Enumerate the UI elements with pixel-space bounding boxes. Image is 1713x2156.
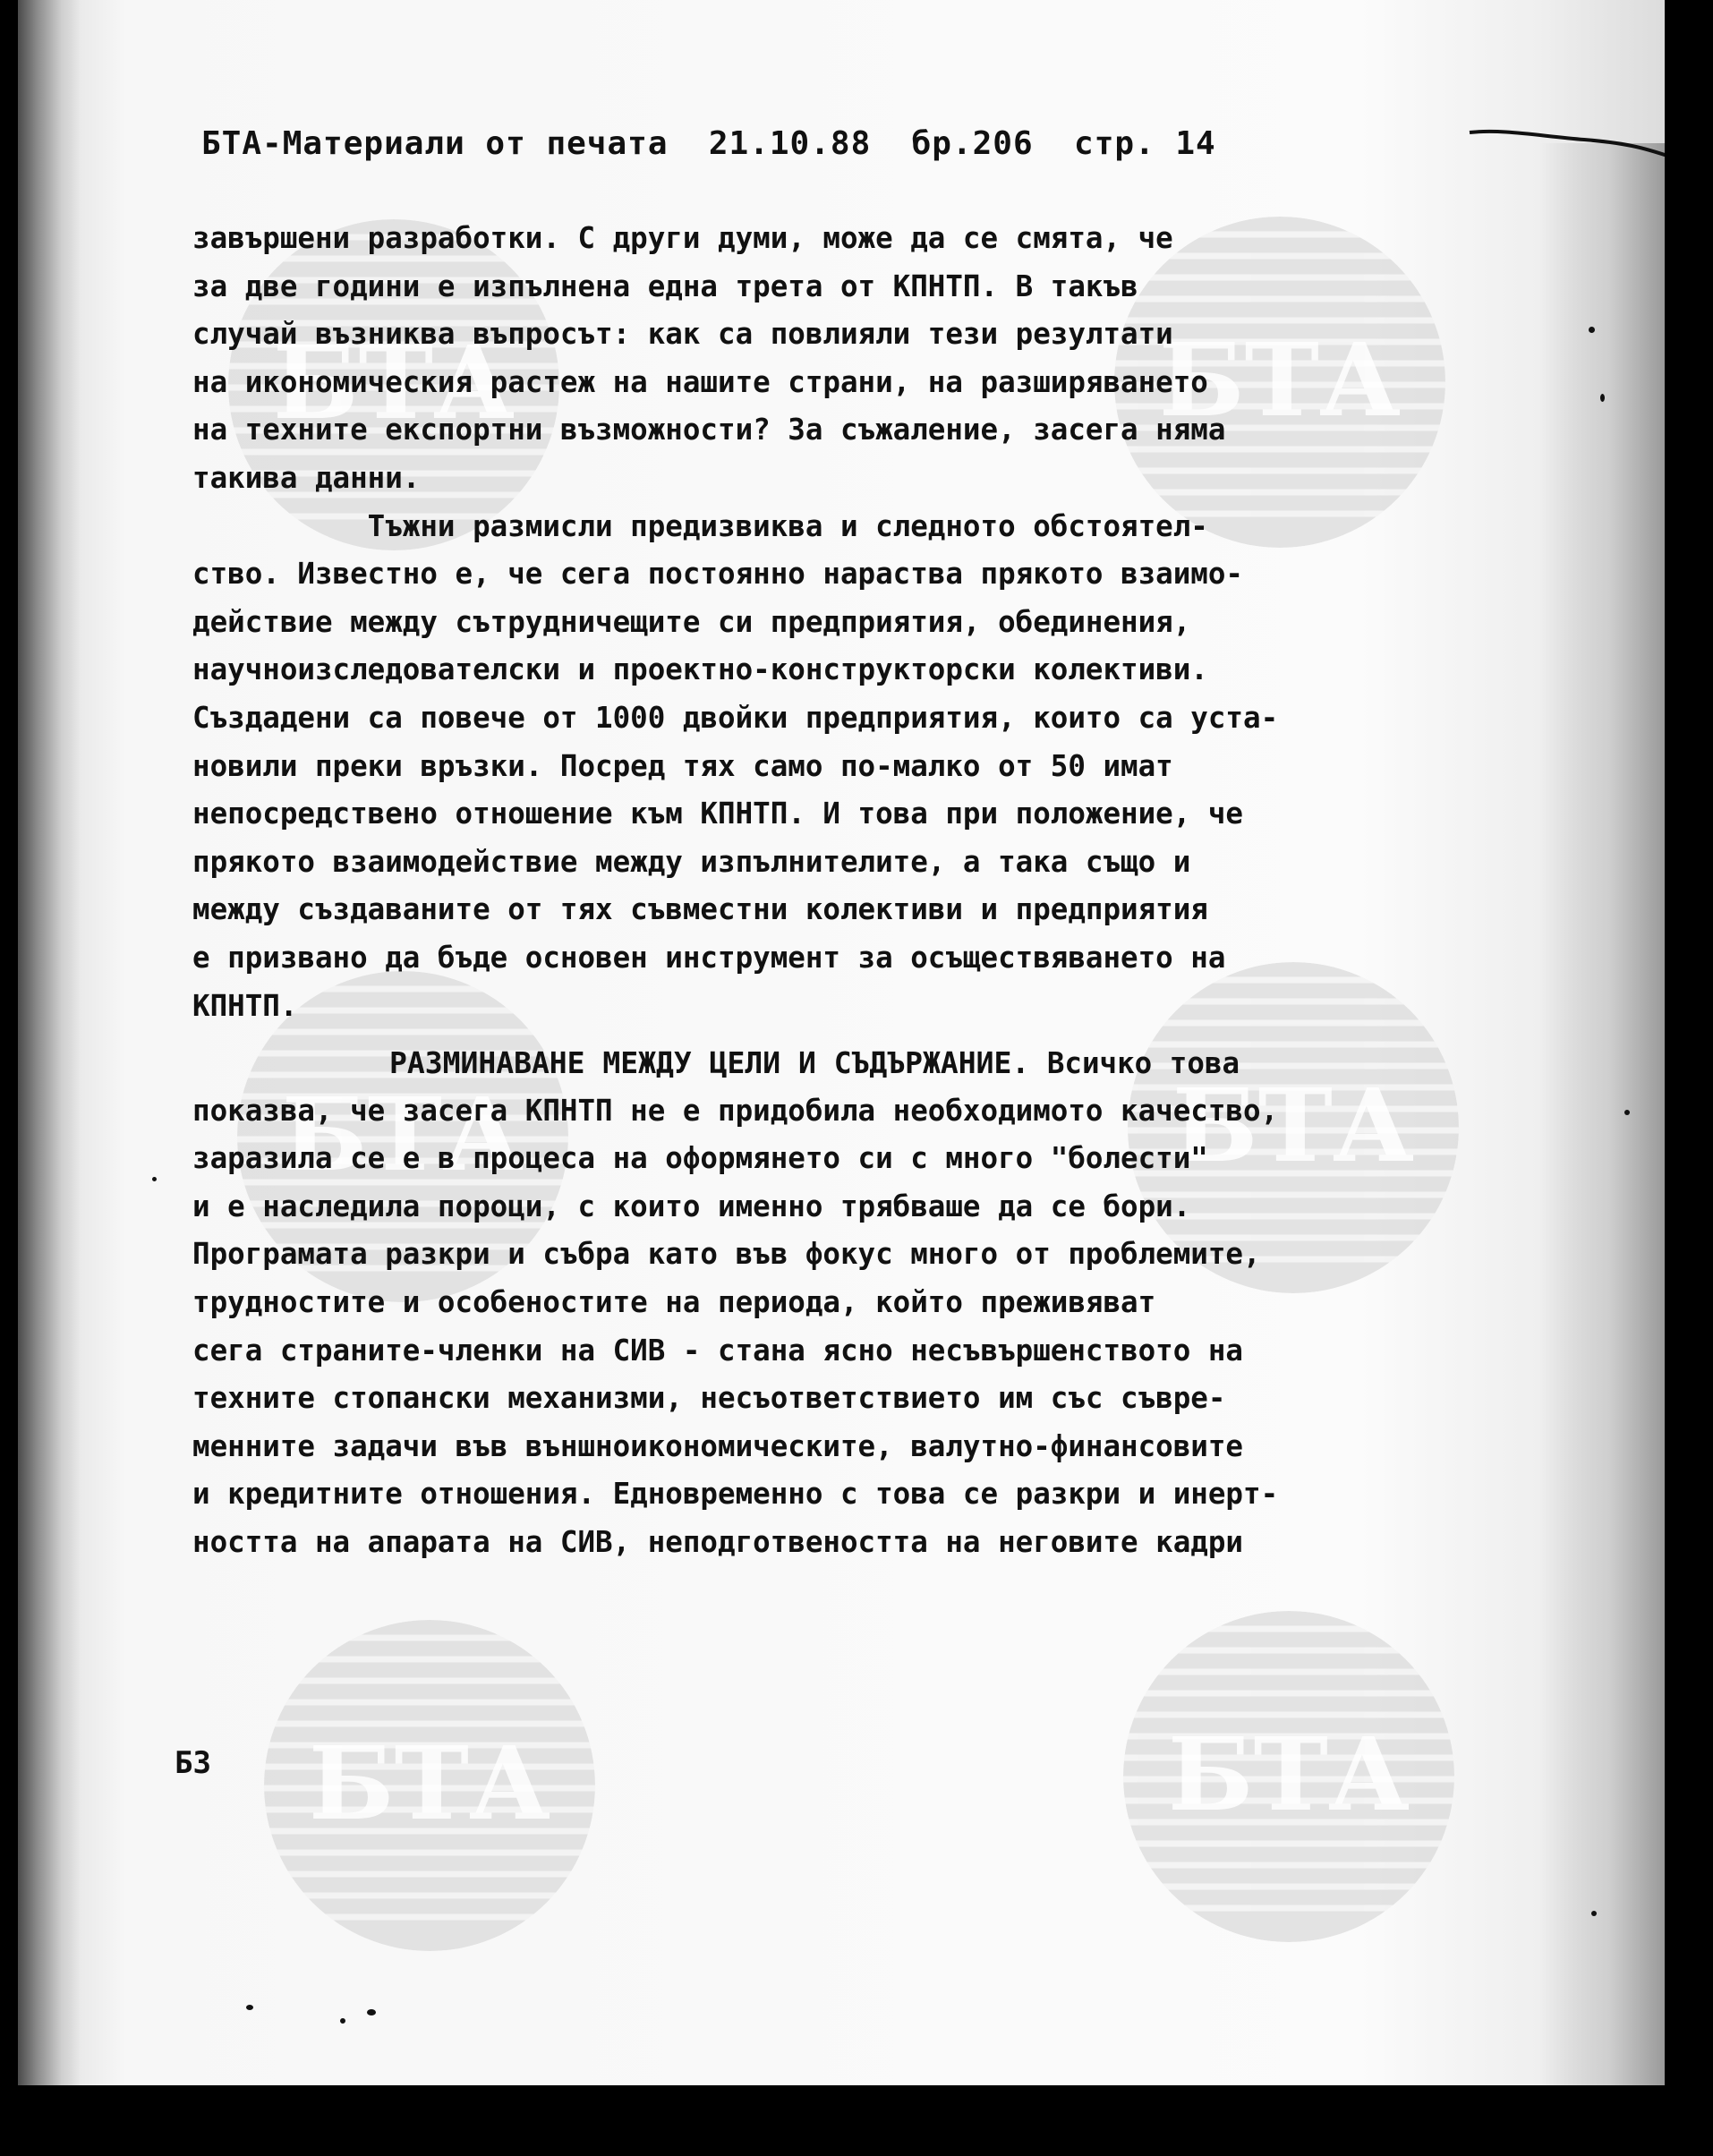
left-edge-shadow bbox=[18, 0, 81, 2085]
section-line: трудностите и особеностите на периода, който преживяват bbox=[192, 1285, 1156, 1320]
body-line: на икономическия растеж на нашите страни, на разширяването bbox=[192, 364, 1208, 399]
scan-speck bbox=[1624, 1110, 1630, 1115]
document-header bbox=[201, 125, 1275, 162]
body-line: прякото взаимодействие между изпълнителите, а така също и bbox=[192, 844, 1191, 879]
watermark-text: БТА bbox=[281, 1077, 524, 1194]
watermark-text: БТА bbox=[1167, 1717, 1410, 1834]
body-line: действие между сътрудничещите си предприятия, обединения, bbox=[192, 604, 1191, 639]
header-agency: БТА-Материали от печата bbox=[201, 125, 669, 162]
section-line: менните задачи във външноикономическите, валутно-финансовите bbox=[192, 1428, 1243, 1463]
scan-speck bbox=[246, 2005, 253, 2010]
section-heading-line bbox=[192, 1039, 1463, 1087]
scan-speck bbox=[367, 2009, 376, 2015]
scan-speck bbox=[1600, 394, 1605, 402]
body-line: КПНТП. bbox=[192, 988, 298, 1023]
body-line: е призвано да бъде основен инструмент за осъществяването на bbox=[192, 940, 1226, 975]
body-line: за две години е изпълнена една трета от КПНТП. В такъв bbox=[192, 268, 1138, 303]
body-line: между създаваните от тях съвместни колективи и предприятия bbox=[192, 892, 1208, 927]
section-first-line-rest: Всичко това bbox=[1029, 1046, 1240, 1081]
paper-sheet bbox=[18, 0, 1665, 2085]
header-date: 21.10.88 bbox=[708, 125, 872, 162]
body-line: случай възниква въпросът: как са повлияли тези резултати bbox=[192, 317, 1173, 352]
header-page: стр. 14 bbox=[1074, 125, 1216, 162]
watermark-text: БТА bbox=[272, 325, 516, 442]
watermark-text: БТА bbox=[1158, 322, 1402, 439]
section-line: Програмата разкри и събра като във фокус много от проблемите, bbox=[192, 1237, 1261, 1272]
section-line: показва, че засега КПНТП не е придобила необходимото качество, bbox=[192, 1093, 1279, 1128]
scan-speck bbox=[340, 2018, 345, 2024]
pen-stroke-mark bbox=[1468, 124, 1665, 168]
watermark-text: БТА bbox=[1172, 1068, 1415, 1185]
watermark-text: БТА bbox=[308, 1726, 551, 1843]
document-body bbox=[192, 215, 1463, 1567]
section-line: техните стопански механизми, несъответствието им със съвре- bbox=[192, 1381, 1226, 1416]
scan-speck bbox=[152, 1177, 157, 1181]
section-line: сега страните-членки на СИВ - стана ясно несъвършенството на bbox=[192, 1333, 1243, 1368]
section-heading: РАЗМИНАВАНЕ МЕЖДУ ЦЕЛИ И СЪДЪРЖАНИЕ. bbox=[389, 1045, 1030, 1081]
page-footer-mark: БЗ bbox=[175, 1745, 211, 1781]
section-line: заразила се е в процеса на оформянето си с много "болести" bbox=[192, 1141, 1208, 1176]
header-issue: бр.206 bbox=[911, 125, 1034, 162]
bta-watermark-bottom-right bbox=[1123, 1611, 1454, 1942]
body-line: Тъжни размисли предизвиква и следното обстоятел- bbox=[192, 508, 1208, 543]
scan-bottom-border bbox=[0, 2085, 1713, 2156]
body-line: на техните експортни възможности? За съжаление, засега няма bbox=[192, 413, 1226, 447]
right-edge-shadow bbox=[1539, 143, 1665, 2085]
body-line: Създадени са повече от 1000 двойки предприятия, които са уста- bbox=[192, 700, 1279, 735]
body-line: непосредствено отношение към КПНТП. И това при положение, че bbox=[192, 797, 1243, 831]
body-line: новили преки връзки. Посред тях само по-малко от 50 имат bbox=[192, 748, 1173, 783]
scan-speck bbox=[1589, 327, 1595, 333]
body-line: такива данни. bbox=[192, 460, 421, 495]
bta-watermark-bottom-left bbox=[264, 1620, 595, 1951]
section-line: ността на апарата на СИВ, неподготвеността на неговите кадри bbox=[192, 1525, 1243, 1560]
section-line: и е наследила пороци, с които именно трябваше да се бори. bbox=[192, 1189, 1191, 1223]
body-line: завършени разработки. С други думи, може да се смята, че bbox=[192, 221, 1173, 255]
body-line: ство. Известно е, че сега постоянно нараства прякото взаимо- bbox=[192, 557, 1243, 592]
body-line: научноизследователски и проектно-конструкторски колективи. bbox=[192, 652, 1208, 687]
section-line: и кредитните отношения. Едновременно с това се разкри и инерт- bbox=[192, 1477, 1279, 1512]
scan-speck bbox=[1591, 1911, 1597, 1916]
